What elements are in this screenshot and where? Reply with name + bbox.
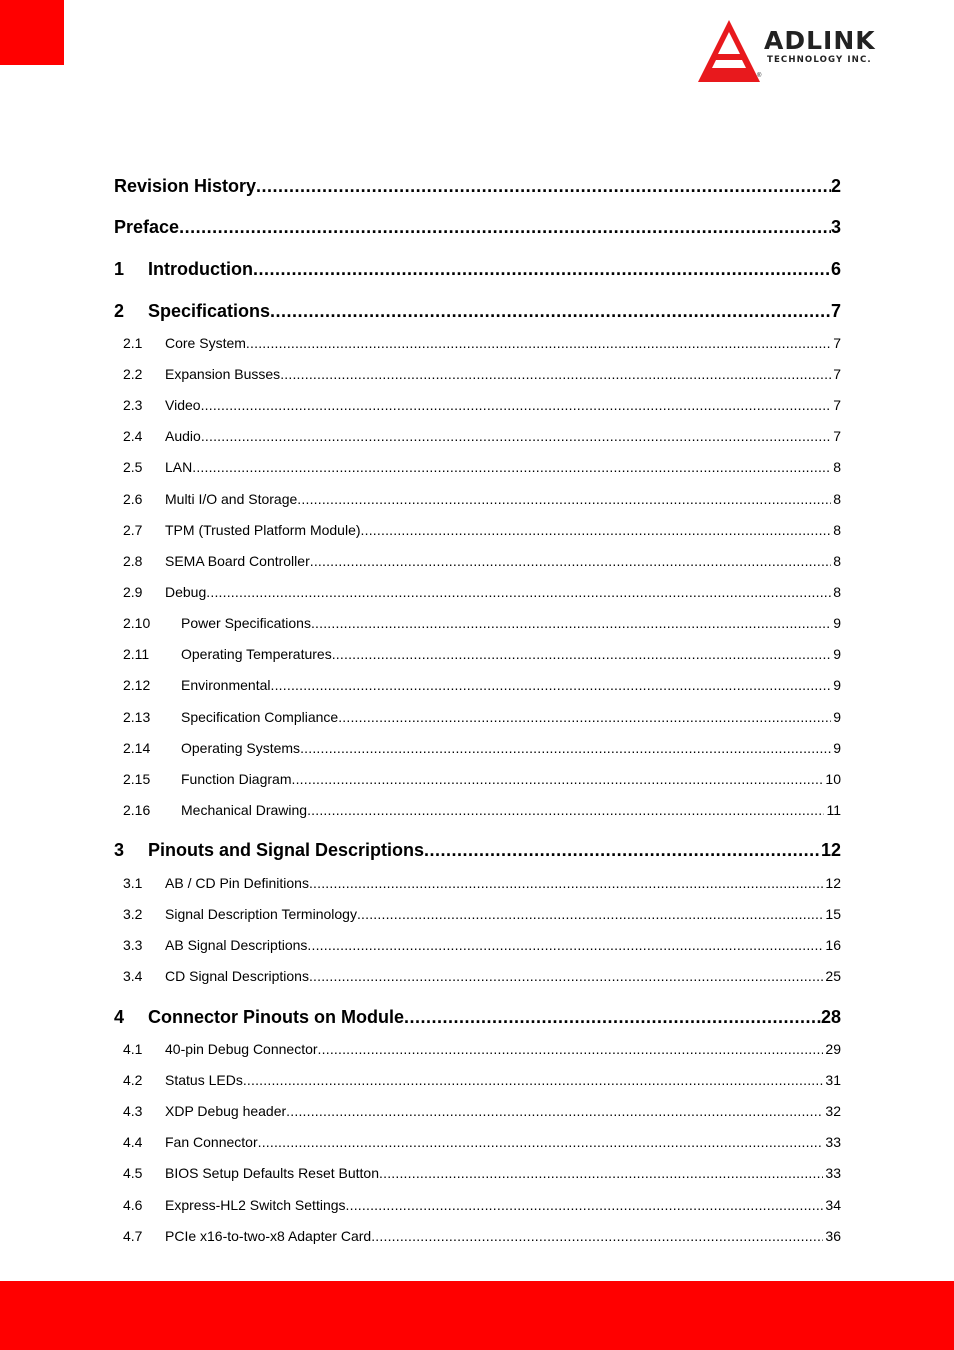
toc-subentry[interactable]: 2.1 Core System ..... 7 [114, 335, 841, 351]
toc-subentry[interactable]: 3.1 AB / CD Pin Definitions ..... 12 [114, 875, 841, 891]
toc-subentry[interactable]: 4.4 Fan Connector ..... 33 [114, 1134, 841, 1150]
toc-entry-number: 3 [114, 840, 125, 860]
toc-subentry[interactable]: 2.13 Specification Compliance ..... 9 [114, 709, 841, 725]
corner-accent-block [0, 0, 64, 65]
toc-entry-page: 6 [830, 259, 841, 279]
toc-subentry[interactable]: 2.14 Operating Systems ..... 9 [114, 740, 841, 756]
toc-entry-introduction[interactable] [114, 259, 841, 280]
toc-entry-pinouts[interactable] [114, 840, 841, 861]
toc-entry-specifications[interactable] [114, 301, 841, 322]
toc-subentry[interactable]: 2.16 Mechanical Drawing ..... 11 [114, 802, 841, 818]
adlink-logo [696, 18, 906, 84]
toc-subentry[interactable]: 2.9 Debug ..... 8 [114, 584, 841, 600]
toc-entry-page: 12 [820, 840, 841, 860]
toc-subentry[interactable]: 2.3 Video ..... 7 [114, 397, 841, 413]
toc-subentry[interactable]: 2.10 Power Specifications ..... 9 [114, 615, 841, 631]
toc-entry-revision-history[interactable] [114, 176, 841, 197]
toc-entry-page: 28 [820, 1007, 841, 1027]
toc-subentry[interactable]: 4.3 XDP Debug header ..... 32 [114, 1103, 841, 1119]
toc-subentry[interactable]: 3.2 Signal Description Terminology ..... 15 [114, 906, 841, 922]
toc-entry-number: 1 [114, 259, 125, 279]
logo-wordmark: ADLINK [764, 26, 876, 55]
toc-entry-number: 2 [114, 301, 125, 321]
toc-entry-title: Revision History [114, 176, 257, 196]
toc-entry-page: 2 [830, 176, 841, 196]
logo-triangle-icon [696, 18, 762, 84]
toc-entry-connector-pinouts[interactable] [114, 1007, 841, 1028]
toc-subentry[interactable]: 2.5 LAN ..... 8 [114, 459, 841, 475]
toc-subentry[interactable]: 2.12 Environmental ..... 9 [114, 677, 841, 693]
logo-subtext: TECHNOLOGY INC. [767, 55, 872, 65]
toc-entry-title: Specifications [148, 301, 271, 321]
toc-subentry[interactable]: 2.2 Expansion Busses ..... 7 [114, 366, 841, 382]
toc-subentry[interactable]: 2.4 Audio ..... 7 [114, 428, 841, 444]
toc-entry-page: 3 [830, 217, 841, 237]
toc-subentry[interactable]: 4.1 40-pin Debug Connector ..... 29 [114, 1041, 841, 1057]
toc-subentry[interactable]: 4.7 PCIe x16-to-two-x8 Adapter Card ..... 36 [114, 1228, 841, 1244]
toc-entry-title: Introduction [148, 259, 253, 279]
toc-entry-title: Pinouts and Signal Descriptions [148, 840, 425, 860]
toc-subentry[interactable]: 2.11 Operating Temperatures ..... 9 [114, 646, 841, 662]
toc-subentry[interactable]: 3.3 AB Signal Descriptions ..... 16 [114, 937, 841, 953]
toc-subentry[interactable]: 2.6 Multi I/O and Storage ..... 8 [114, 491, 841, 507]
toc-entry-title: Connector Pinouts on Module [148, 1007, 404, 1027]
toc-subentry[interactable]: 4.5 BIOS Setup Defaults Reset Button ..... 33 [114, 1165, 841, 1181]
toc-subentry[interactable]: 2.7 TPM (Trusted Platform Module) ..... 8 [114, 522, 841, 538]
toc-entry-number: 4 [114, 1007, 125, 1027]
toc-subentry[interactable]: 4.6 Express-HL2 Switch Settings ..... 34 [114, 1197, 841, 1213]
toc-subentry[interactable]: 2.15 Function Diagram ..... 10 [114, 771, 841, 787]
toc-subentry[interactable]: 3.4 CD Signal Descriptions ..... 25 [114, 968, 841, 984]
toc-entry-preface[interactable] [114, 217, 841, 238]
toc-subentry[interactable]: 4.2 Status LEDs ..... 31 [114, 1072, 841, 1088]
toc-subentry[interactable]: 2.8 SEMA Board Controller ..... 8 [114, 553, 841, 569]
toc-entry-page: 7 [830, 301, 841, 321]
logo-registered-mark: ® [757, 73, 762, 79]
footer-bar [0, 1281, 954, 1350]
toc-entry-title: Preface [114, 217, 180, 237]
